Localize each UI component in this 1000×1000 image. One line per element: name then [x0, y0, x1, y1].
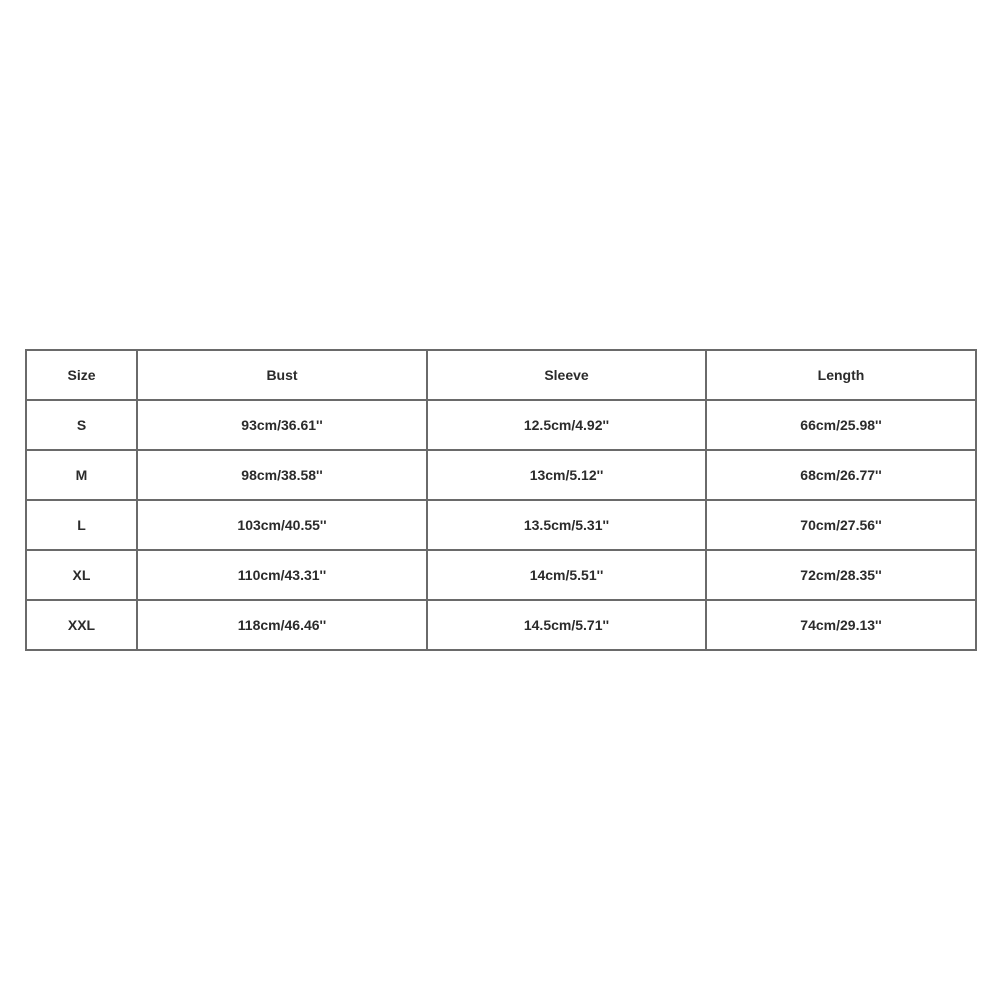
- table-row: [26, 450, 976, 500]
- header-sleeve: Sleeve: [427, 350, 706, 400]
- cell-bust: 98cm/38.58'': [137, 450, 427, 500]
- table-row: [26, 550, 976, 600]
- cell-size: XXL: [26, 600, 137, 650]
- cell-length: 74cm/29.13'': [706, 600, 976, 650]
- header-size: Size: [26, 350, 137, 400]
- cell-bust: 110cm/43.31'': [137, 550, 427, 600]
- cell-sleeve: 13.5cm/5.31'': [427, 500, 706, 550]
- table-row: [26, 400, 976, 450]
- cell-sleeve: 12.5cm/4.92'': [427, 400, 706, 450]
- cell-bust: 93cm/36.61'': [137, 400, 427, 450]
- header-bust: Bust: [137, 350, 427, 400]
- cell-sleeve: 13cm/5.12'': [427, 450, 706, 500]
- table-header-row: [26, 350, 976, 400]
- cell-length: 70cm/27.56'': [706, 500, 976, 550]
- cell-length: 68cm/26.77'': [706, 450, 976, 500]
- cell-size: L: [26, 500, 137, 550]
- cell-sleeve: 14.5cm/5.71'': [427, 600, 706, 650]
- size-chart-table: [25, 349, 977, 651]
- cell-size: M: [26, 450, 137, 500]
- header-length: Length: [706, 350, 976, 400]
- table-row: [26, 600, 976, 650]
- table-row: [26, 500, 976, 550]
- cell-bust: 118cm/46.46'': [137, 600, 427, 650]
- cell-length: 72cm/28.35'': [706, 550, 976, 600]
- cell-size: S: [26, 400, 137, 450]
- cell-size: XL: [26, 550, 137, 600]
- cell-length: 66cm/25.98'': [706, 400, 976, 450]
- cell-bust: 103cm/40.55'': [137, 500, 427, 550]
- cell-sleeve: 14cm/5.51'': [427, 550, 706, 600]
